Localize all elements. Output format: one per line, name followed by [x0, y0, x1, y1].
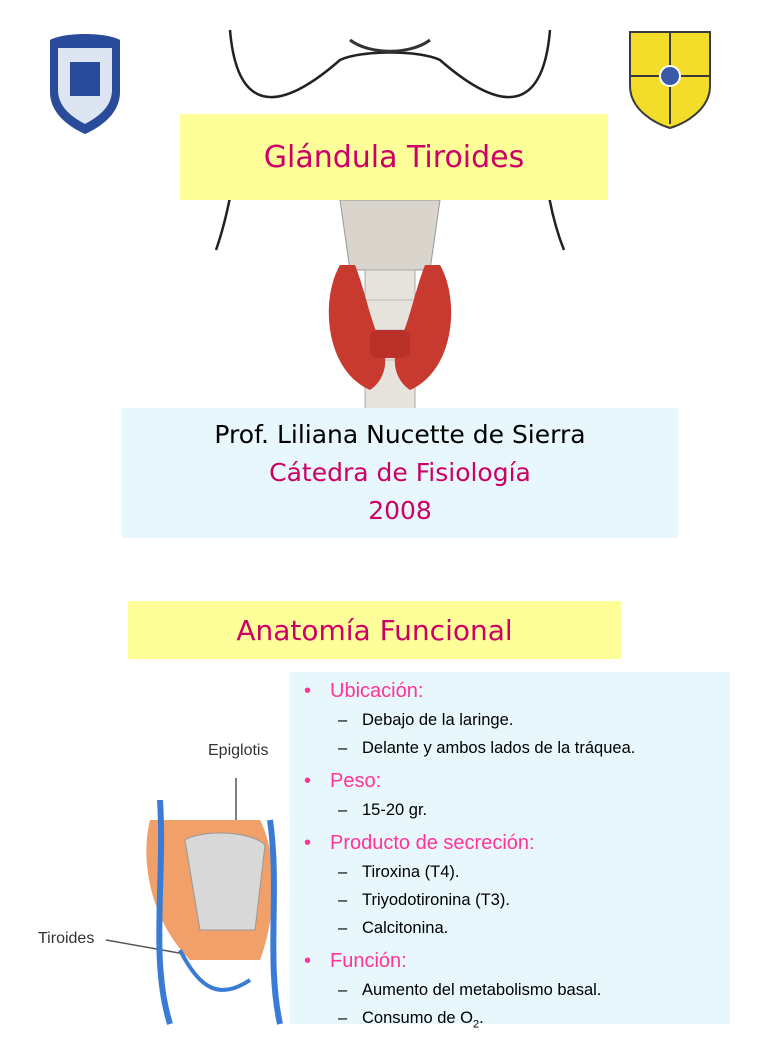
larynx-thyroid-illustration: [0, 760, 290, 1024]
professor-name: Prof. Liliana Nucette de Sierra: [214, 420, 586, 449]
medicine-faculty-shield-logo: [624, 26, 716, 128]
section-title: Anatomía Funcional: [236, 613, 513, 647]
sub-item: – Triyodotironina (T3).: [290, 886, 730, 914]
oxygen-text: Consumo de O: [362, 1009, 473, 1027]
section-title-box: [128, 601, 621, 659]
sub-item: – Debajo de la laringe.: [290, 706, 730, 734]
content-panel: [290, 672, 730, 1031]
sub-item: – Aumento del metabolismo basal.: [290, 976, 730, 1004]
tiroides-label: Tiroides: [38, 930, 95, 947]
epiglotis-label: Epiglotis: [208, 742, 269, 759]
author-info-box: [122, 408, 678, 538]
slide-title: Glándula Tiroides: [263, 139, 525, 175]
university-seal-logo: [44, 32, 126, 134]
oxygen-subscript: 2: [472, 1018, 480, 1031]
bullet-ubicacion: • Ubicación:: [290, 676, 730, 706]
year-text: 2008: [368, 496, 432, 525]
sub-item: – Tiroxina (T4).: [290, 858, 730, 886]
bullet-peso: • Peso:: [290, 766, 730, 796]
sub-item: – 15-20 gr.: [290, 796, 730, 824]
oxygen-suffix: .: [479, 1009, 484, 1027]
sub-item: – Calcitonina.: [290, 914, 730, 942]
slide-title-box: [180, 114, 608, 200]
neck-thyroid-illustration: [180, 0, 600, 420]
bullet-producto: • Producto de secreción:: [290, 828, 730, 858]
bullet-funcion: • Función:: [290, 946, 730, 976]
sub-item-oxygen: [290, 1004, 730, 1038]
department-name: Cátedra de Fisiología: [269, 458, 531, 487]
sub-item: – Delante y ambos lados de la tráquea.: [290, 734, 730, 762]
